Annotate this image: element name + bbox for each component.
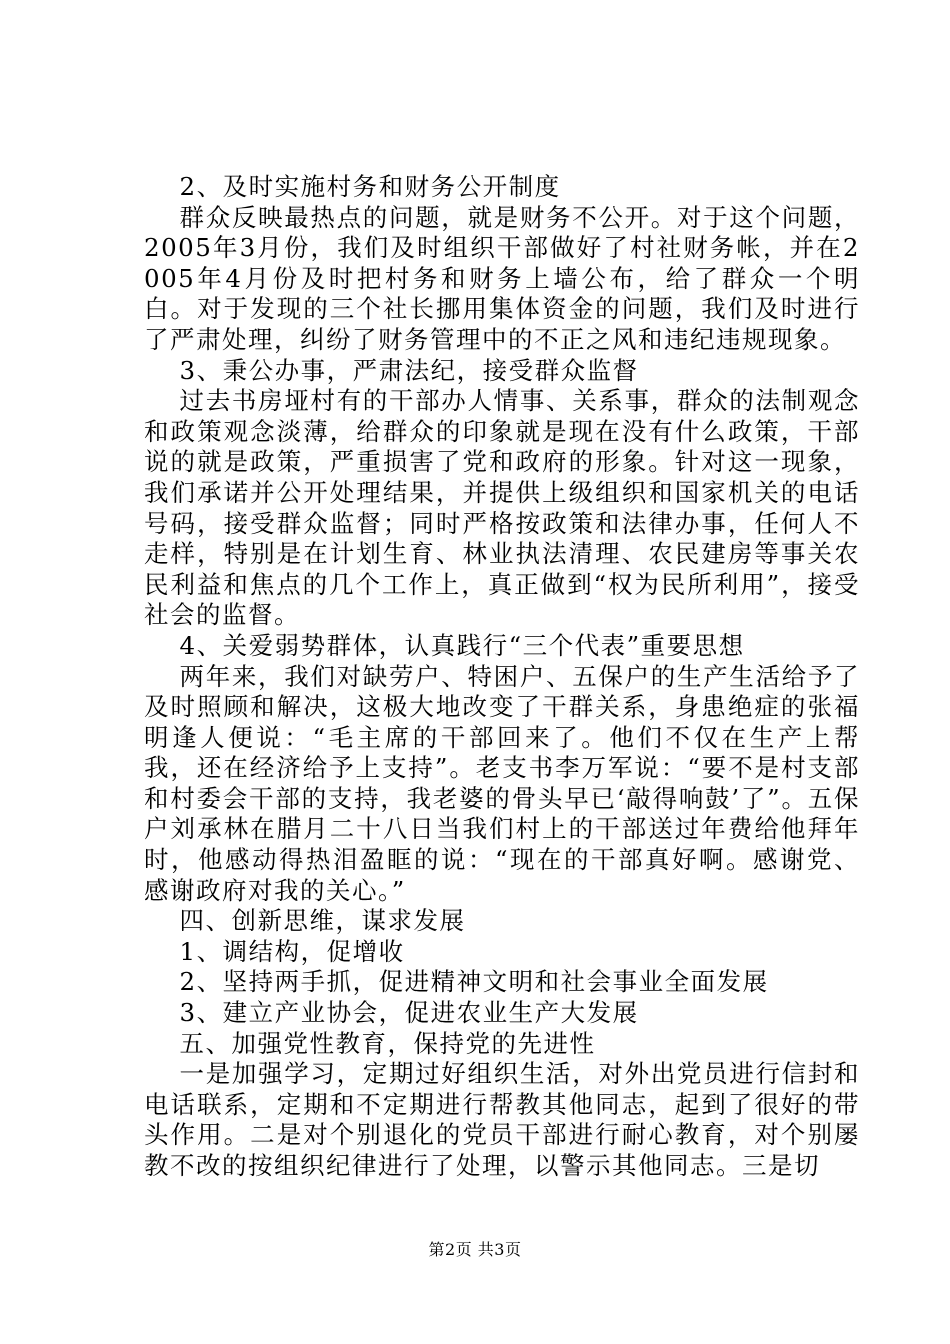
section-heading: 3、建立产业协会，促进农业生产大发展	[179, 998, 639, 1028]
section-heading: 1、调结构，促增收	[179, 936, 405, 966]
section-heading: 4、关爱弱势群体，认真践行“三个代表”重要思想	[179, 630, 745, 660]
page-number-footer: 第2页 共3页	[428, 1240, 522, 1259]
section-heading: 2、坚持两手抓，促进精神文明和社会事业全面发展	[179, 967, 769, 997]
chapter-heading: 四、创新思维，谋求发展	[179, 906, 466, 936]
document-body	[144, 172, 860, 1182]
section-heading: 2、及时实施村务和财务公开制度	[179, 172, 561, 201]
chapter-heading: 五、加强党性教育，保持党的先进性	[179, 1028, 596, 1058]
paragraph: 两年来，我们对缺劳户、特困户、五保户的生产生活给予了及时照顾和解决，这极大地改变了干群关系，身患绝症的张福明逢人便说：“毛主席的干部回来了。他们不仅在生产上帮我，还在经济给予上支持”。老支书李万军说：“要不是村支部和村委会干部的支持，我老婆的骨头早已‘敲得响鼓’了”。五保户刘承林在腊月二十八日当我们村上的干部送过年费给他拜年时，他感动得热泪盈眶的说：“现在的干部真好啊。感谢党、感谢政府对我的关心。”	[144, 661, 860, 905]
section-heading: 3、秉公办事，严肃法纪，接受群众监督	[179, 355, 639, 385]
paragraph: 群众反映最热点的问题，就是财务不公开。对于这个问题，2005年3月份，我们及时组织干部做好了村社财务帐，并在2005年4月份及时把村务和财务上墙公布，给了群众一个明白。对于发现的三个社长挪用集体资金的问题，我们及时进行了严肃处理，纠纷了财务管理中的不正之风和违纪违规现象。	[144, 202, 860, 354]
paragraph: 一是加强学习，定期过好组织生活，对外出党员进行信封和电话联系，定期和不定期进行帮教其他同志，起到了很好的带头作用。二是对个别退化的党员干部进行耐心教育，对个别屡教不改的按组织纪律进行了处理，以警示其他同志。三是切	[144, 1059, 860, 1180]
paragraph: 过去书房垭村有的干部办人情事、关系事，群众的法制观念和政策观念淡薄，给群众的印象就是现在没有什么政策，干部说的就是政策，严重损害了党和政府的形象。针对这一现象，我们承诺并公开处理结果，并提供上级组织和国家机关的电话号码，接受群众监督；同时严格按政策和法律办事，任何人不走样，特别是在计划生育、林业执法清理、农民建房等事关农民利益和焦点的几个工作上，真正做到“权为民所利用”，接受社会的监督。	[144, 386, 860, 630]
